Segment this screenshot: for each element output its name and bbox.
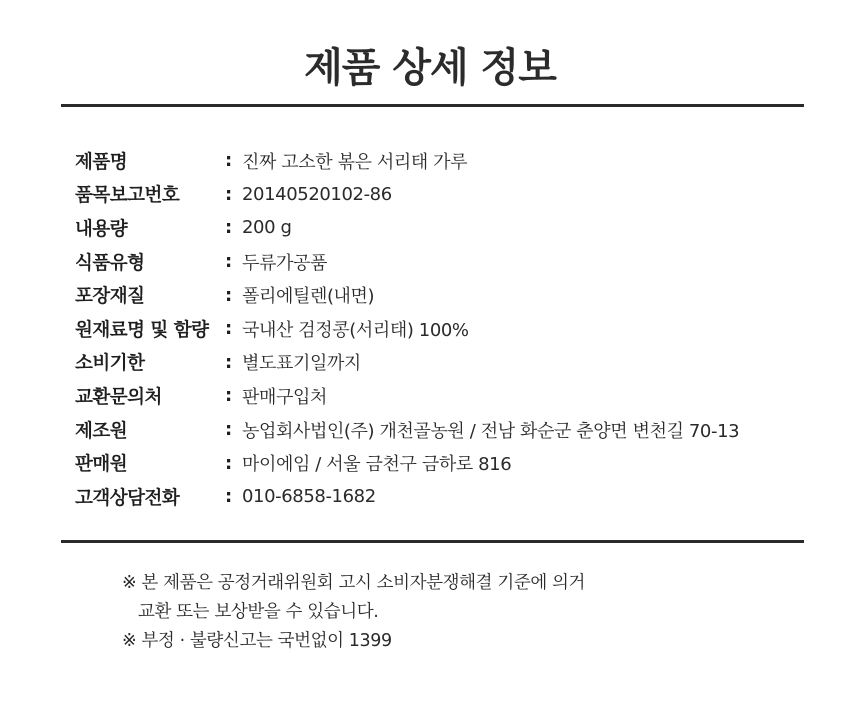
product-info-table <box>75 144 804 514</box>
colon-separator: : <box>225 452 233 474</box>
info-value: 200 g <box>242 217 292 239</box>
info-value: 농업회사법인(주) 개천골농원 / 전남 화순군 춘양면 변천길 70-13 <box>242 420 740 442</box>
info-label: 식품유형 <box>75 252 145 274</box>
info-label: 판매원 <box>75 454 128 476</box>
info-value: 별도표기일까지 <box>242 353 361 375</box>
info-row-ingredients <box>75 312 804 346</box>
info-row-net-weight <box>75 211 804 245</box>
top-divider <box>61 104 804 107</box>
info-label: 내용량 <box>75 218 128 240</box>
colon-separator: : <box>225 217 233 239</box>
colon-separator: : <box>225 150 233 172</box>
info-label: 교환문의처 <box>75 386 162 408</box>
notice-line: ※ 부정 · 불량신고는 국번없이 1399 <box>122 631 392 651</box>
info-label: 제조원 <box>75 420 128 442</box>
page-title: 제품 상세 정보 <box>304 45 556 91</box>
colon-separator: : <box>225 419 233 441</box>
info-row-expiry <box>75 346 804 380</box>
colon-separator: : <box>225 183 233 205</box>
colon-separator: : <box>225 351 233 373</box>
info-value: 국내산 검정콩(서리태) 100% <box>242 319 469 341</box>
info-value: 진짜 고소한 볶은 서리태 가루 <box>242 151 468 173</box>
info-value: 판매구입처 <box>242 386 327 408</box>
info-value: 마이에임 / 서울 금천구 금하로 816 <box>242 454 512 476</box>
info-value: 010-6858-1682 <box>242 486 376 508</box>
info-value: 두류가공품 <box>242 252 327 274</box>
info-label: 소비기한 <box>75 353 145 375</box>
info-label: 포장재질 <box>75 286 145 308</box>
info-value: 20140520102-86 <box>242 183 392 205</box>
info-label: 원재료명 및 함량 <box>75 319 209 341</box>
notice-section <box>122 569 585 656</box>
info-row-food-type <box>75 245 804 279</box>
info-label: 품목보고번호 <box>75 185 180 207</box>
colon-separator: : <box>225 284 233 306</box>
info-value: 폴리에틸렌(내면) <box>242 286 375 308</box>
info-row-exchange-contact <box>75 379 804 413</box>
info-row-report-number <box>75 178 804 212</box>
colon-separator: : <box>225 318 233 340</box>
info-row-product-name <box>75 144 804 178</box>
bottom-divider <box>61 540 804 543</box>
notice-line: ※ 본 제품은 공정거래위원회 고시 소비자분쟁해결 기준에 의거 <box>122 573 586 593</box>
info-label: 고객상담전화 <box>75 487 180 509</box>
info-row-manufacturer <box>75 413 804 447</box>
info-row-seller <box>75 446 804 480</box>
info-row-packaging <box>75 278 804 312</box>
colon-separator: : <box>225 251 233 273</box>
colon-separator: : <box>225 486 233 508</box>
info-row-customer-phone <box>75 480 804 514</box>
notice-line: 교환 또는 보상받을 수 있습니다. <box>138 602 379 622</box>
colon-separator: : <box>225 385 233 407</box>
info-label: 제품명 <box>75 151 128 173</box>
